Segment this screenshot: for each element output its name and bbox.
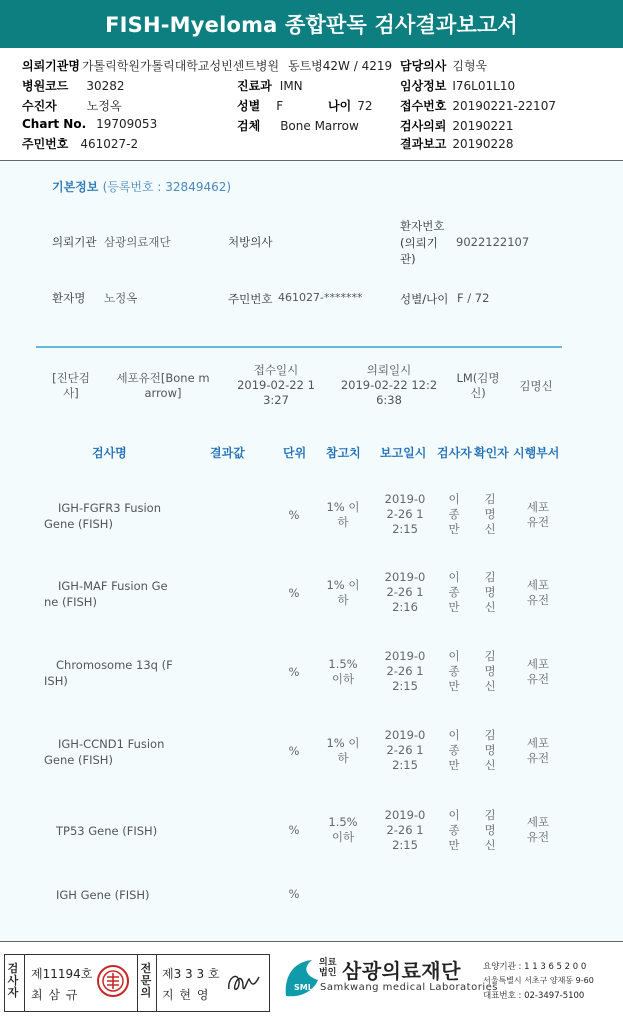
- rrn-label: 주민번호: [22, 137, 69, 151]
- prescriber-label: 처방의사: [228, 235, 273, 249]
- order-test-type: [108, 371, 218, 401]
- test-name-line2: Gene (FISH): [44, 753, 113, 767]
- test-name-line1: IGH-FGFR3 Fusion: [58, 501, 161, 515]
- test-name-line2: ISH): [44, 674, 68, 688]
- report-datetime-line3: 2:15: [392, 758, 418, 772]
- confirmer-char3: 신: [484, 679, 496, 693]
- order-doctor: 김명신: [519, 379, 553, 393]
- patient-name-value: 노정옥: [104, 291, 138, 305]
- tester-name: [446, 492, 462, 537]
- report-datetime: [376, 728, 434, 773]
- specialist-role-char2: 문: [140, 974, 152, 987]
- doctor-value: 김형욱: [452, 59, 488, 73]
- test-date-label: 검사의뢰: [400, 119, 447, 133]
- confirmer-char1: 김: [484, 649, 496, 663]
- test-name-line2: ne (FISH): [44, 595, 97, 609]
- seal-icon: [96, 964, 130, 998]
- reference-line2: 하: [337, 593, 349, 607]
- report-datetime-line2: 2-26 1: [386, 823, 424, 837]
- tester-char3: 만: [448, 758, 460, 772]
- test-name: [44, 500, 184, 532]
- department-line1: 세포: [526, 815, 550, 829]
- reference-line2: 하: [337, 515, 349, 529]
- tester-char2: 종: [448, 585, 460, 599]
- signature-icon: [223, 967, 263, 999]
- confirmer-char2: 명: [484, 585, 496, 599]
- order-requested-line1: 2019-02-22 12:2: [340, 378, 438, 392]
- rrn-value-basic: 461027-*******: [278, 291, 363, 304]
- col-header-tester: 검사자: [437, 446, 472, 460]
- unit-value: %: [288, 744, 300, 758]
- reference-line1: 1% 이: [326, 736, 360, 750]
- confirmer-char2: 명: [484, 507, 496, 521]
- confirmer-char1: 김: [484, 570, 496, 584]
- order-lm: [450, 371, 506, 401]
- tester-char3: 만: [448, 679, 460, 693]
- reference-value: [318, 736, 368, 766]
- confirmer-char3: 신: [484, 838, 496, 852]
- reference-value: [318, 500, 368, 530]
- reference-line1: 1.5%: [328, 815, 358, 829]
- institution-value: 삼광의료재단: [104, 235, 171, 249]
- confirmer-name: [482, 728, 498, 773]
- institution-number: 요양기관 : 1 1 3 6 5 2 0 0: [483, 962, 587, 972]
- receipt-label: 접수번호: [400, 99, 447, 113]
- sex-age-label: 성별/나이: [400, 292, 449, 306]
- report-datetime-line1: 2019-0: [384, 570, 426, 584]
- institution-label: 의뢰기관: [52, 235, 97, 249]
- patient-no-value: 9022122107: [456, 235, 530, 249]
- order-category-line2: 사]: [63, 386, 79, 400]
- unit-value: %: [288, 586, 300, 600]
- confirmer-char3: 신: [484, 758, 496, 772]
- sml-logo-icon: [282, 956, 322, 1002]
- department-line1: 세포: [526, 736, 550, 750]
- tester-char2: 종: [448, 664, 460, 678]
- patient-no-label-1: 환자번호: [400, 219, 445, 233]
- department-line1: 세포: [526, 657, 550, 671]
- patient-name-label: 환자명: [52, 291, 86, 305]
- confirmer-char3: 신: [484, 600, 496, 614]
- sex-label: 성별: [237, 99, 261, 113]
- box-divider: [24, 955, 25, 1011]
- org-name-en: Samkwang medical Laboratories: [320, 982, 498, 993]
- org-phone: 대표번호 : 02-3497-5100: [483, 991, 585, 1001]
- specialist-role-char3: 의: [140, 986, 152, 999]
- tester-role-char2: 사: [7, 974, 19, 987]
- confirmer-char2: 명: [484, 823, 496, 837]
- confirmer-char1: 김: [484, 728, 496, 742]
- department-line2: 유전: [526, 751, 550, 765]
- chart-value: 19709053: [96, 117, 158, 131]
- confirmer-char2: 명: [484, 664, 496, 678]
- department-name: [522, 815, 554, 845]
- tester-char1: 이: [448, 808, 460, 822]
- tester-char3: 만: [448, 838, 460, 852]
- age-value: 72: [357, 99, 373, 113]
- department-line2: 유전: [526, 593, 550, 607]
- department-line2: 유전: [526, 515, 550, 529]
- test-name-line2: Gene (FISH): [44, 517, 113, 531]
- patient-no-label-2: (의뢰기: [400, 236, 438, 250]
- reference-line2: 이하: [331, 672, 355, 686]
- order-received-line1: 2019-02-22 1: [237, 378, 315, 392]
- order-test-type-line1: 세포유전[Bone m: [116, 371, 210, 385]
- patient-label: 수진자: [22, 99, 57, 113]
- department-line2: 유전: [526, 672, 550, 686]
- report-datetime-line3: 2:15: [392, 522, 418, 536]
- department-name: [522, 657, 554, 687]
- order-lm-line1: LM(김명: [456, 371, 500, 385]
- reference-line2: 하: [337, 751, 349, 765]
- unit-value: %: [288, 823, 300, 837]
- org-type-line2: 법인: [319, 968, 337, 978]
- dept-label: 진료과: [237, 79, 272, 93]
- report-datetime-line2: 2-26 1: [386, 743, 424, 757]
- age-label: 나이: [328, 99, 352, 113]
- col-header-test-name: 검사명: [92, 446, 127, 460]
- requester-value: 가톨릭학원가톨릭대학교성빈센트병원: [81, 59, 280, 73]
- report-datetime-line1: 2019-0: [384, 728, 426, 742]
- test-name-line1: TP53 Gene (FISH): [56, 824, 158, 838]
- tester-char3: 만: [448, 522, 460, 536]
- department-name: [522, 500, 554, 530]
- signature-box: [4, 954, 270, 1012]
- report-datetime-line1: 2019-0: [384, 808, 426, 822]
- tester-char1: 이: [448, 492, 460, 506]
- report-datetime-line2: 2-26 1: [386, 585, 424, 599]
- reference-value: [318, 815, 368, 845]
- report-datetime-line3: 2:15: [392, 679, 418, 693]
- confirmer-name: [482, 570, 498, 615]
- clinical-value: I76L01L10: [452, 79, 516, 93]
- order-received-label: 접수일시: [253, 363, 299, 377]
- test-name: [44, 823, 184, 839]
- report-label: 결과보고: [400, 137, 447, 151]
- report-datetime: [376, 649, 434, 694]
- test-name: [44, 578, 184, 610]
- reference-value: [318, 657, 368, 687]
- unit-value: %: [288, 508, 300, 522]
- confirmer-name: [482, 808, 498, 853]
- report-datetime-line1: 2019-0: [384, 492, 426, 506]
- header-info: [0, 52, 623, 156]
- tester-name: [446, 728, 462, 773]
- specimen-value: Bone Marrow: [280, 119, 359, 133]
- doctor-label: 담당의사: [400, 59, 447, 73]
- report-title: FISH-Myeloma 종합판독 검사결과보고서: [0, 0, 623, 48]
- unit-value: %: [288, 887, 300, 901]
- sex-age-value: F / 72: [457, 291, 490, 305]
- tester-char1: 이: [448, 570, 460, 584]
- tester-name: [446, 808, 462, 853]
- confirmer-name: [482, 649, 498, 694]
- tester-role-char3: 자: [7, 986, 19, 999]
- order-received-line2: 3:27: [263, 393, 289, 407]
- specialist-role-label: [140, 963, 152, 999]
- tester-char2: 종: [448, 507, 460, 521]
- tester-char1: 이: [448, 649, 460, 663]
- patient-value: 노정옥: [86, 99, 122, 113]
- report-datetime-line2: 2-26 1: [386, 507, 424, 521]
- report-datetime-line1: 2019-0: [384, 649, 426, 663]
- report-value: 20190228: [452, 137, 514, 151]
- section-divider: [36, 346, 562, 348]
- report-datetime-line3: 2:15: [392, 838, 418, 852]
- tester-char1: 이: [448, 728, 460, 742]
- dept-value: IMN: [279, 79, 303, 93]
- col-header-confirmer: 확인자: [474, 446, 509, 460]
- order-test-type-line2: arrow]: [144, 386, 182, 400]
- col-header-report-date: 보고일시: [380, 446, 427, 460]
- rrn-value: 461027-2: [80, 137, 139, 151]
- test-name-line1: IGH-CCND1 Fusion: [58, 737, 165, 751]
- order-requested-label: 의뢰일시: [366, 363, 412, 377]
- tester-license-no: 제11194호: [31, 967, 93, 981]
- test-name-line1: Chromosome 13q (F: [56, 658, 173, 672]
- department-line2: 유전: [526, 830, 550, 844]
- basic-info-title: [52, 178, 231, 195]
- col-header-result: 결과값: [210, 446, 245, 460]
- confirmer-char1: 김: [484, 808, 496, 822]
- org-address: 서울특별시 서초구 양재동 9-60: [483, 976, 594, 985]
- reference-value: [318, 578, 368, 608]
- report-datetime: [376, 492, 434, 537]
- org-type-line1: 의료: [319, 958, 337, 968]
- basic-info-label: 기본정보: [52, 180, 99, 194]
- department-line1: 세포: [526, 500, 550, 514]
- patient-no-label-3: 관): [400, 252, 416, 266]
- tester-role-label: [7, 963, 19, 999]
- department-name: [522, 736, 554, 766]
- order-lm-line2: 신): [470, 386, 486, 400]
- requester-label: 의뢰기관명: [22, 59, 80, 73]
- specialist-role-char1: 전: [140, 962, 152, 975]
- org-type-label: [319, 958, 336, 978]
- reference-line1: 1% 이: [326, 578, 360, 592]
- confirmer-char3: 신: [484, 522, 496, 536]
- registration-number: (등록번호 : 32849462): [102, 180, 232, 194]
- col-header-department: 시행부서: [513, 446, 560, 460]
- department-name: [522, 578, 554, 608]
- specialist-name-footer: 지 현 영: [162, 988, 210, 1002]
- box-divider: [137, 955, 138, 1011]
- hospital-code-label: 병원코드: [22, 79, 69, 93]
- order-category: [42, 371, 100, 401]
- tester-char2: 종: [448, 743, 460, 757]
- test-date-value: 20190221: [452, 119, 514, 133]
- order-requested-line2: 6:38: [376, 393, 402, 407]
- col-header-reference: 참고치: [326, 446, 361, 460]
- tester-role-char1: 검: [7, 962, 19, 975]
- report-datetime: [376, 570, 434, 615]
- receipt-value: 20190221-22107: [452, 99, 556, 113]
- hospital-code-value: 30282: [86, 79, 125, 93]
- ward-value: 동트병42W / 4219: [288, 59, 393, 73]
- confirmer-char2: 명: [484, 743, 496, 757]
- order-requested: [333, 363, 445, 408]
- report-footer: [0, 950, 623, 1020]
- report-datetime: [376, 808, 434, 853]
- reference-line2: 이하: [331, 830, 355, 844]
- order-category-line1: [진단검: [52, 371, 90, 385]
- unit-value: %: [288, 665, 300, 679]
- test-name-line1: IGH Gene (FISH): [56, 888, 150, 902]
- department-line1: 세포: [526, 578, 550, 592]
- specimen-label: 검체: [237, 119, 261, 133]
- tester-char3: 만: [448, 600, 460, 614]
- specialist-license-no: 제3 3 3 호: [162, 967, 220, 981]
- order-received: [226, 363, 326, 408]
- reference-line1: 1.5%: [328, 657, 358, 671]
- tester-char2: 종: [448, 823, 460, 837]
- tester-name-footer: 최 삼 규: [31, 988, 79, 1002]
- tester-name: [446, 570, 462, 615]
- org-name: 삼광의료재단: [342, 959, 461, 983]
- rrn-label-basic: 주민번호: [228, 292, 273, 306]
- chart-label: Chart No.: [22, 117, 87, 131]
- report-datetime-line2: 2-26 1: [386, 664, 424, 678]
- box-divider: [156, 955, 157, 1011]
- tester-name: [446, 649, 462, 694]
- test-name-line1: IGH-MAF Fusion Ge: [58, 579, 168, 593]
- sex-value: F: [276, 99, 284, 113]
- confirmer-char1: 김: [484, 492, 496, 506]
- sml-logo-text: SML: [294, 983, 313, 992]
- reference-line1: 1% 이: [326, 500, 360, 514]
- confirmer-name: [482, 492, 498, 537]
- col-header-unit: 단위: [283, 446, 307, 460]
- clinical-label: 임상정보: [400, 79, 447, 93]
- test-name: [44, 887, 184, 903]
- test-name: [44, 736, 184, 768]
- test-name: [44, 657, 184, 689]
- report-datetime-line3: 2:16: [392, 600, 418, 614]
